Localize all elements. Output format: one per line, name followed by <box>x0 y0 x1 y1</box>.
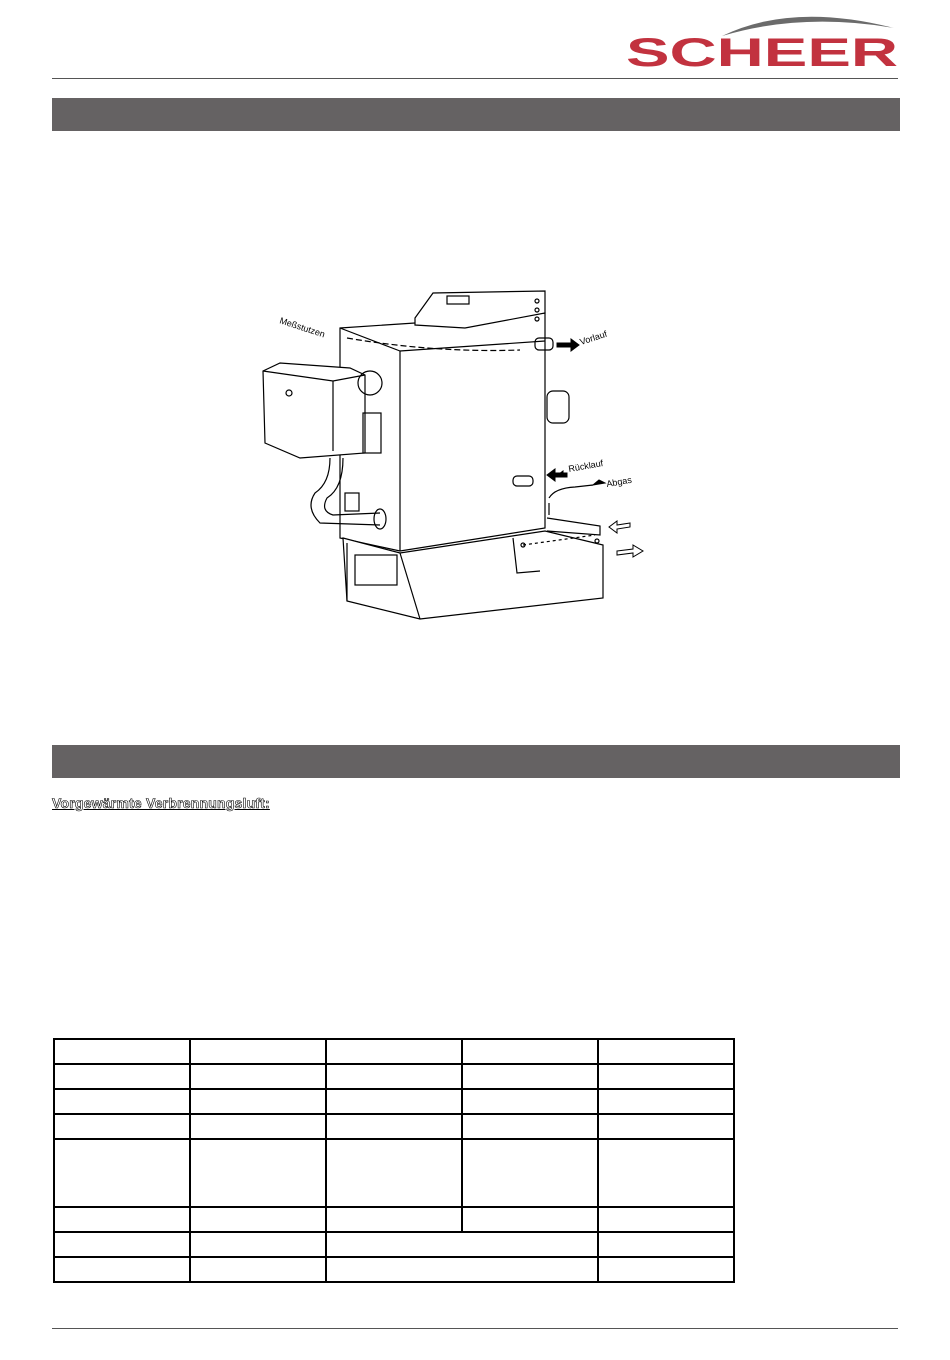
table-cell <box>54 1139 190 1207</box>
table-cell <box>326 1114 462 1139</box>
table-cell <box>54 1089 190 1114</box>
label-return: Rücklauf <box>567 458 604 474</box>
table-cell <box>326 1139 462 1207</box>
table-cell <box>326 1089 462 1114</box>
table-cell <box>190 1257 326 1282</box>
table-cell <box>190 1114 326 1139</box>
table-cell <box>462 1139 598 1207</box>
table-row <box>54 1064 734 1089</box>
table-cell <box>462 1064 598 1089</box>
table-cell <box>190 1207 326 1232</box>
table-row <box>54 1139 734 1207</box>
table-cell <box>598 1139 734 1207</box>
scheer-logo <box>622 8 902 74</box>
table-cell <box>54 1257 190 1282</box>
table-cell <box>190 1089 326 1114</box>
table-cell <box>54 1207 190 1232</box>
table-cell <box>54 1114 190 1139</box>
table-cell <box>54 1039 190 1064</box>
label-measure-port: Meßstutzen <box>278 315 327 340</box>
table-cell <box>598 1114 734 1139</box>
table-cell <box>598 1207 734 1232</box>
table-cell-merged <box>326 1257 598 1282</box>
table-cell <box>54 1232 190 1257</box>
table-row <box>54 1114 734 1139</box>
table-cell <box>326 1207 462 1232</box>
table-cell <box>462 1207 598 1232</box>
table-cell-merged <box>326 1232 598 1257</box>
section-bar-middle <box>52 745 900 778</box>
table-cell <box>190 1232 326 1257</box>
table-row <box>54 1257 734 1282</box>
table-cell <box>462 1039 598 1064</box>
section-bar-top <box>52 98 900 131</box>
table-cell <box>598 1232 734 1257</box>
table-cell <box>190 1139 326 1207</box>
table-row <box>54 1039 734 1064</box>
boiler-diagram <box>255 283 655 628</box>
table-cell <box>54 1064 190 1089</box>
table-cell <box>462 1114 598 1139</box>
label-supply: Vorlauf <box>578 328 609 347</box>
table-cell <box>598 1039 734 1064</box>
table-cell <box>190 1039 326 1064</box>
table-cell <box>326 1064 462 1089</box>
table-row <box>54 1207 734 1232</box>
preheated-air-heading: Vorgewärmte Verbrennungsluft: <box>52 795 270 811</box>
table-cell <box>190 1064 326 1089</box>
spec-table <box>53 1038 735 1283</box>
footer-rule <box>52 1328 898 1329</box>
table-cell <box>598 1257 734 1282</box>
label-exhaust: Abgas <box>605 474 633 489</box>
header-rule <box>52 78 898 79</box>
table-cell <box>598 1089 734 1114</box>
table-cell <box>598 1064 734 1089</box>
table-cell <box>462 1089 598 1114</box>
table-row <box>54 1232 734 1257</box>
logo-text: SCHEER <box>626 31 899 74</box>
table-cell <box>326 1039 462 1064</box>
table-row <box>54 1089 734 1114</box>
